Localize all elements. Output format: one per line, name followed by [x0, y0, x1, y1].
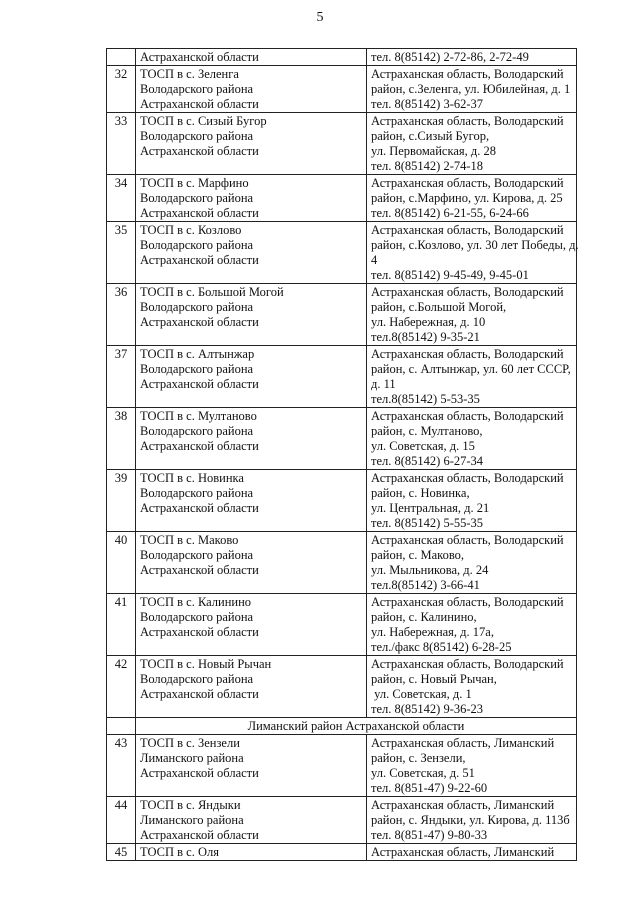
row-number-cell [107, 49, 136, 66]
address-line: Астраханская область, Володарский [371, 595, 564, 609]
address-line: ул. Центральная, д. 21 [371, 501, 490, 515]
office-name-line: ТОСП в с. Алтынжар [140, 347, 255, 361]
row-number: 40 [107, 532, 136, 594]
office-name-line: Астраханской области [140, 766, 259, 780]
office-name-line: Астраханской области [140, 377, 259, 391]
address-cell [367, 797, 577, 844]
office-name-cell [136, 49, 367, 66]
address-cell [367, 49, 577, 66]
address-cell [367, 408, 577, 470]
address-line: район, с. Яндыки, ул. Кирова, д. 113б [371, 813, 570, 827]
address-cell [367, 113, 577, 175]
address-line: тел. 8(85142) 6-21-55, 6-24-66 [371, 206, 529, 220]
table-row [107, 844, 577, 861]
office-name-cell [136, 656, 367, 718]
address-line: Астраханская область, Володарский [371, 409, 564, 423]
table-row [107, 346, 577, 408]
address-line: ул. Набережная, д. 17а, [371, 625, 494, 639]
address-line: тел.8(85142) 9-35-21 [371, 330, 480, 344]
address-line: Астраханская область, Володарский [371, 471, 564, 485]
address-cell [367, 175, 577, 222]
section-number-cell [107, 718, 136, 735]
office-name-cell [136, 470, 367, 532]
office-name-line: ТОСП в с. Яндыки [140, 798, 241, 812]
office-name-line: Володарского района [140, 672, 254, 686]
office-name-cell [136, 735, 367, 797]
office-name-line: Володарского района [140, 238, 254, 252]
office-name-cell [136, 222, 367, 284]
address-line: тел./факс 8(85142) 6-28-25 [371, 640, 512, 654]
address-line: тел. 8(85142) 3-62-37 [371, 97, 484, 111]
office-name-line: Володарского района [140, 548, 254, 562]
office-name-cell [136, 594, 367, 656]
address-line: Астраханская область, Лиманский [371, 736, 555, 750]
row-number: 33 [107, 113, 136, 175]
address-line: тел. 8(851-47) 9-80-33 [371, 828, 488, 842]
office-name-line: ТОСП в с. Мултаново [140, 409, 257, 423]
office-name-line: Володарского района [140, 191, 254, 205]
office-name-line: Володарского района [140, 486, 254, 500]
address-cell [367, 222, 577, 284]
row-number: 32 [107, 66, 136, 113]
office-name-line: ТОСП в с. Козлово [140, 223, 242, 237]
address-cell [367, 735, 577, 797]
office-name-line: Астраханской области [140, 828, 259, 842]
address-line: тел.8(85142) 5-53-35 [371, 392, 480, 406]
table-row [107, 175, 577, 222]
table-row [107, 594, 577, 656]
office-name-cell [136, 346, 367, 408]
row-number: 35 [107, 222, 136, 284]
table-row [107, 66, 577, 113]
table-body-limansky [107, 735, 577, 861]
address-line: 4 [371, 253, 378, 267]
office-name-line: Астраханской области [140, 253, 259, 267]
office-name-line: Володарского района [140, 82, 254, 96]
address-line: ул. Советская, д. 1 [371, 687, 472, 701]
row-number: 42 [107, 656, 136, 718]
address-line: д. 11 [371, 377, 396, 391]
address-line: район, с.Большой Могой, [371, 300, 507, 314]
office-name-line: ТОСП в с. Новинка [140, 471, 244, 485]
office-name-line: ТОСП в с. Оля [140, 845, 219, 859]
address-line: район, с. Маково, [371, 548, 465, 562]
address-line: ул. Мыльникова, д. 24 [371, 563, 489, 577]
office-name-cell [136, 284, 367, 346]
office-name-line: Володарского района [140, 424, 254, 438]
table-row [107, 656, 577, 718]
office-name-cell [136, 408, 367, 470]
office-name-line: Володарского района [140, 362, 254, 376]
row-number: 37 [107, 346, 136, 408]
address-line: ул. Набережная, д. 10 [371, 315, 486, 329]
address-line: тел.8(85142) 3-66-41 [371, 578, 480, 592]
address-line: район, с. Зензели, [371, 751, 466, 765]
table-row [107, 408, 577, 470]
page-number: 5 [316, 10, 324, 25]
office-name-line: Володарского района [140, 129, 254, 143]
row-number: 45 [107, 844, 136, 861]
office-name-cell [136, 66, 367, 113]
address-line: район, с.Марфино, ул. Кирова, д. 25 [371, 191, 563, 205]
office-name-line: Астраханской области [140, 625, 259, 639]
address-line: ул. Первомайская, д. 28 [371, 144, 496, 158]
table-row [107, 735, 577, 797]
table-row [107, 470, 577, 532]
address-cell [367, 532, 577, 594]
office-name-cell [136, 532, 367, 594]
office-name-cell [136, 844, 367, 861]
table-body-top [107, 49, 577, 66]
address-cell [367, 284, 577, 346]
address-line: район, с. Алтынжар, ул. 60 лет СССР, [371, 362, 571, 376]
address-line: Астраханская область, Лиманский [371, 798, 555, 812]
row-number: 36 [107, 284, 136, 346]
address-line: район, с. Калинино, [371, 610, 477, 624]
row-number: 34 [107, 175, 136, 222]
address-line: тел. 8(85142) 5-55-35 [371, 516, 484, 530]
office-name-line: Лиманского района [140, 751, 244, 765]
section-row [107, 718, 577, 735]
address-line: район, с.Козлово, ул. 30 лет Победы, д. [371, 238, 579, 252]
office-name-line: Володарского района [140, 610, 254, 624]
address-line: район, с. Новый Рычан, [371, 672, 497, 686]
office-name-line: ТОСП в с. Большой Могой [140, 285, 284, 299]
office-name-cell [136, 175, 367, 222]
office-name-line: Астраханской области [140, 563, 259, 577]
table-row [107, 284, 577, 346]
row-number: 44 [107, 797, 136, 844]
address-line: район, с. Мултаново, [371, 424, 483, 438]
address-cell [367, 66, 577, 113]
table-row [107, 797, 577, 844]
table-row [107, 113, 577, 175]
address-line: ул. Советская, д. 15 [371, 439, 475, 453]
address-line: тел. 8(85142) 6-27-34 [371, 454, 484, 468]
office-name-line: Астраханской области [140, 439, 259, 453]
address-cell [367, 470, 577, 532]
address-line: тел. 8(85142) 9-36-23 [371, 702, 484, 716]
office-name-line: Астраханской области [140, 97, 259, 111]
table-body-volodarsky [107, 66, 577, 718]
office-name-cell [136, 797, 367, 844]
address-line: Астраханская область, Володарский [371, 114, 564, 128]
office-name-line: Астраханской области [140, 206, 259, 220]
address-cell [367, 346, 577, 408]
address-line: район, с.Зеленга, ул. Юбилейная, д. 1 [371, 82, 571, 96]
row-number: 43 [107, 735, 136, 797]
address-line: ул. Советская, д. 51 [371, 766, 475, 780]
row-number: 41 [107, 594, 136, 656]
address-cell [367, 844, 577, 861]
address-line: тел. 8(851-47) 9-22-60 [371, 781, 488, 795]
address-line: Астраханская область, Володарский [371, 67, 564, 81]
address-line: район, с. Новинка, [371, 486, 470, 500]
office-name-line: Астраханской области [140, 315, 259, 329]
row-number: 38 [107, 408, 136, 470]
office-name-line: ТОСП в с. Зеленга [140, 67, 239, 81]
section-title: Лиманский район Астраханской области [136, 718, 577, 735]
office-name-line: Астраханской области [140, 501, 259, 515]
address-line: тел. 8(85142) 9-45-49, 9-45-01 [371, 268, 529, 282]
address-cell [367, 656, 577, 718]
office-name-line: ТОСП в с. Зензели [140, 736, 240, 750]
office-name-cell [136, 113, 367, 175]
address-line: Астраханская область, Володарский [371, 176, 564, 190]
office-name-line: Лиманского района [140, 813, 244, 827]
offices-table [106, 48, 577, 861]
office-name-line: ТОСП в с. Марфино [140, 176, 249, 190]
office-name-line: ТОСП в с. Сизый Бугор [140, 114, 267, 128]
office-name-line: ТОСП в с. Маково [140, 533, 239, 547]
table-body-section [107, 718, 577, 735]
address-line: Астраханская область, Лиманский [371, 845, 555, 859]
address-line: Астраханская область, Володарский [371, 223, 564, 237]
address-line: Астраханская область, Володарский [371, 347, 564, 361]
table-row [107, 222, 577, 284]
address-line: Астраханская область, Володарский [371, 533, 564, 547]
address-cell [367, 594, 577, 656]
office-name-line: Астраханской области [140, 687, 259, 701]
address-line: тел. 8(85142) 2-72-86, 2-72-49 [371, 50, 529, 64]
office-name-line: ТОСП в с. Новый Рычан [140, 657, 272, 671]
address-line: Астраханская область, Володарский [371, 657, 564, 671]
address-line: Астраханская область, Володарский [371, 285, 564, 299]
row-number: 39 [107, 470, 136, 532]
office-name-line: ТОСП в с. Калинино [140, 595, 252, 609]
office-name-line: Астраханской области [140, 50, 259, 64]
table-row [107, 49, 577, 66]
table-row [107, 532, 577, 594]
address-line: район, с.Сизый Бугор, [371, 129, 490, 143]
address-line: тел. 8(85142) 2-74-18 [371, 159, 484, 173]
office-name-line: Астраханской области [140, 144, 259, 158]
office-name-line: Володарского района [140, 300, 254, 314]
